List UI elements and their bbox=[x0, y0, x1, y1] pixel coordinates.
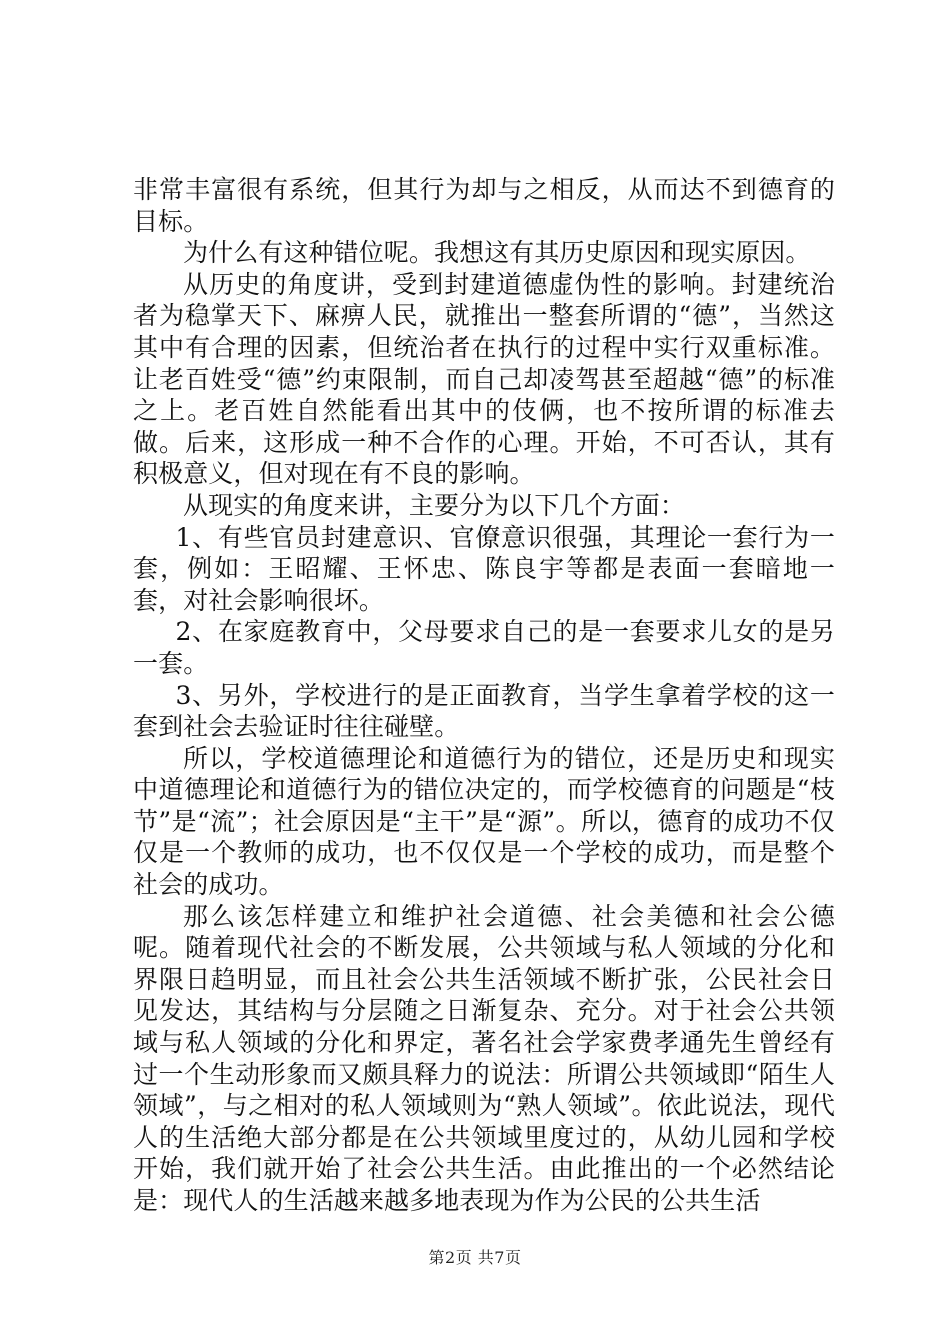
page-footer: 第2页 共7页 bbox=[428, 1248, 522, 1267]
paragraph: 从现实的角度来讲，主要分为以下几个方面： bbox=[183, 490, 686, 520]
list-item: 2、在家庭教育中，父母要求自己的是一套要求儿女的是另一套。 bbox=[133, 617, 835, 678]
paragraph: 为什么有这种错位呢。我想这有其历史原因和现实原因。 bbox=[183, 238, 811, 268]
body-text bbox=[133, 174, 835, 1217]
paragraph: 所以，学校道德理论和道德行为的错位，还是历史和现实中道德理论和道德行为的错位决定的，而学校德育的问题是“枝节”是“流”；社会原因是“主干”是“源”。所以，德育的成功不仅仅是一个教师的成功，也不仅仅是一个学校的成功，而是整个社会的成功。 bbox=[133, 743, 835, 900]
list-item: 1、有些官员封建意识、官僚意识很强，其理论一套行为一套，例如：王昭耀、王怀忠、陈良宇等都是表面一套暗地一套，对社会影响很坏。 bbox=[133, 522, 835, 615]
list-item: 3、另外，学校进行的是正面教育，当学生拿着学校的这一套到社会去验证时往往碰壁。 bbox=[133, 680, 835, 742]
paragraph: 非常丰富很有系统，但其行为却与之相反，从而达不到德育的目标。 bbox=[133, 175, 835, 236]
paragraph: 那么该怎样建立和维护社会道德、社会美德和社会公德呢。随着现代社会的不断发展，公共领域与私人领域的分化和界限日趋明显，而且社会公共生活领域不断扩张，公民社会日见发达，其结构与分层随之日渐复杂、充分。对于社会公共领域与私人领域的分化和界定，著名社会学家费孝通先生曾经有过一个生动形象而又颇具释力的说法：所谓公共领域即“陌生人领域”，与之相对的私人领域则为“熟人领域”。依此说法，现代人的生活绝大部分都是在公共领域里度过的，从幼儿园和学校开始，我们就开始了社会公共生活。由此推出的一个必然结论是：现代人的生活越来越多地表现为作为公民的公共生活 bbox=[133, 901, 835, 1215]
paragraph: 从历史的角度讲，受到封建道德虚伪性的影响。封建统治者为稳掌天下、麻痹人民，就推出一整套所谓的“德”，当然这其中有合理的因素，但统治者在执行的过程中实行双重标准。让老百姓受“德”约束限制，而自己却凌驾甚至超越“德”的标准之上。老百姓自然能看出其中的伎俩，也不按所谓的标准去做。后来，这形成一种不合作的心理。开始，不可否认，其有积极意义，但对现在有不良的影响。 bbox=[133, 269, 835, 489]
